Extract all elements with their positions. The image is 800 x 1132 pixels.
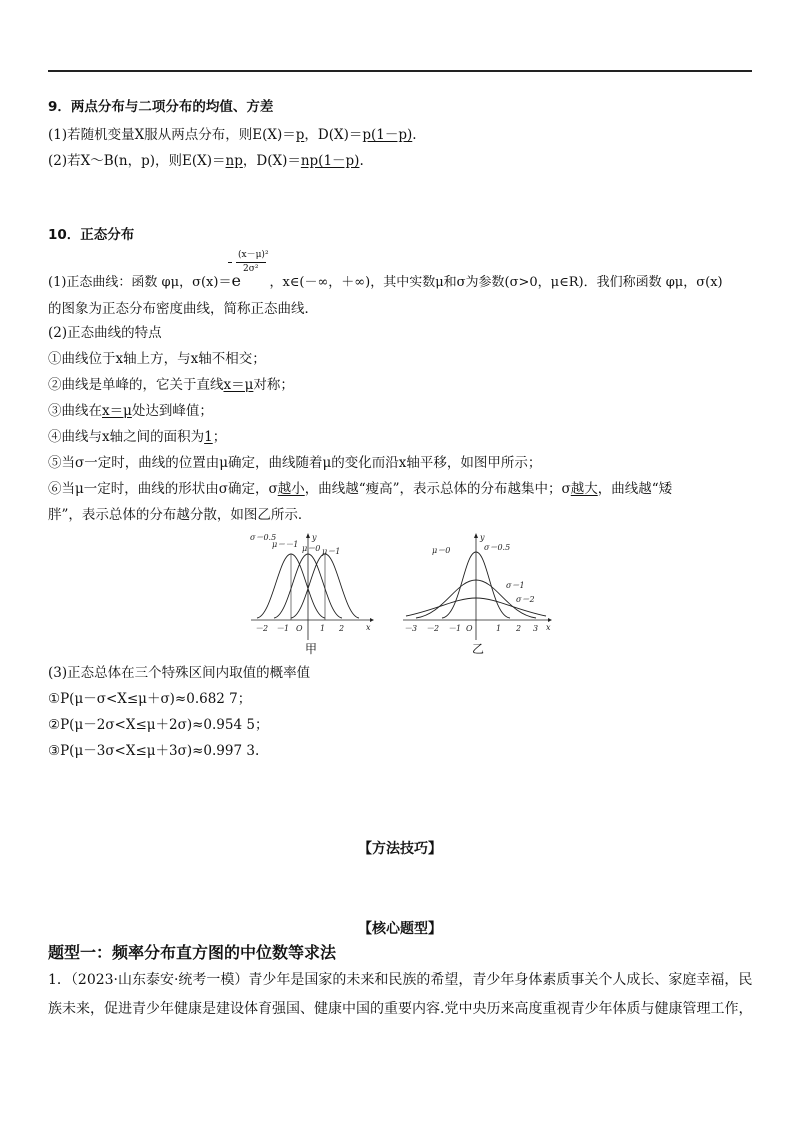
normal-curve-definition	[48, 272, 723, 292]
x-axis-label: x	[366, 623, 371, 632]
answer-blank: x＝μ	[223, 377, 254, 393]
answer-blank: p	[295, 127, 305, 143]
probability-title: (3)正态总体在三个特殊区间内取值的概率值	[48, 665, 311, 681]
y-axis-arrow-icon	[474, 533, 478, 538]
label-sigma-0-5: σ＝0.5	[484, 543, 511, 552]
figure-a-graph	[246, 530, 376, 640]
figure-b-caption: 乙	[472, 642, 485, 656]
label-mu-0: μ＝0	[302, 544, 321, 553]
tick-minus-1: －1	[448, 624, 462, 633]
answer-blank: 1	[204, 429, 213, 445]
tick-origin: O	[296, 624, 303, 633]
text: .	[359, 153, 364, 169]
figure-a-caption: 甲	[305, 642, 318, 656]
text: .	[412, 127, 417, 143]
feature-6	[48, 480, 672, 498]
section-9-line-2	[48, 152, 364, 170]
x-axis-label: x	[546, 623, 551, 632]
x-axis-arrow-icon	[548, 618, 552, 622]
text: (2)若X～B(n，p)，则E(X)＝	[48, 153, 226, 169]
text: ，曲线越“瘦高”，表示总体的分布越集中；σ	[304, 481, 571, 497]
question-1-text: 1．（2023·山东泰安·统考一模）青少年是国家的未来和民族的希望，青少年身体素质事关个人成长、家庭幸福，民族未来，促进青少年健康是建设体育强国、健康中国的重要内容.党中央历来高度重视青少年体质与健康管理工作，	[48, 972, 753, 1017]
answer-blank: p(1－p)	[362, 127, 413, 143]
label-sigma-2: σ＝2	[516, 595, 535, 604]
text: ，D(X)＝	[304, 127, 363, 143]
tick-minus-1: －1	[276, 624, 290, 633]
exponent-denominator: 2σ²	[243, 264, 259, 274]
text: 对称；	[253, 377, 294, 393]
exponent-numerator: (x－μ)²	[238, 250, 269, 260]
tick-3: 3	[533, 624, 539, 633]
core-title: 【核心题型】	[358, 921, 442, 937]
feature-2	[48, 376, 294, 394]
text: ，x∈(－∞，＋∞)，其中实数μ和σ为参数(σ>0，μ∈R)．我们称函数 φμ，σ(x)	[269, 275, 723, 290]
x-axis-arrow-icon	[370, 618, 374, 622]
answer-blank: 越大	[570, 481, 598, 497]
section-10-title: 10．正态分布	[48, 227, 135, 243]
question-type-title: 题型一：频率分布直方图的中位数等求法	[48, 943, 337, 962]
feature-3	[48, 402, 213, 420]
answer-blank: np(1－p)	[300, 153, 360, 169]
probability-3: ③P(μ－3σ<X≤μ＋3σ)≈0.997 3.	[48, 743, 260, 759]
features-title: (2)正态曲线的特点	[48, 325, 162, 341]
label-sigma-1: σ＝1	[506, 581, 525, 590]
tick-minus-2: －2	[255, 624, 269, 633]
figure-b-graph	[398, 530, 558, 640]
text: ，曲线越“矮	[597, 481, 673, 497]
figure-a	[246, 530, 376, 640]
euler-e: e	[231, 271, 241, 290]
section-9-line-1	[48, 126, 417, 144]
feature-5: ⑤当σ一定时，曲线的位置由μ确定，曲线随着μ的变化而沿x轴平移，如图甲所示；	[48, 455, 542, 471]
exponent-formula	[231, 272, 269, 292]
text: ③曲线在	[48, 403, 102, 419]
probability-2: ②P(μ－2σ<X≤μ＋2σ)≈0.954 5；	[48, 717, 269, 733]
label-sigma: σ＝0.5	[250, 533, 277, 542]
tick-minus-2: －2	[426, 624, 440, 633]
label-mu-1: μ＝1	[322, 547, 341, 556]
label-mu: μ＝0	[432, 546, 451, 555]
feature-6-line-2: 胖”，表示总体的分布越分散，如图乙所示．	[48, 507, 312, 523]
y-axis-label: y	[312, 533, 317, 542]
tick-1: 1	[496, 624, 502, 633]
text: ②曲线是单峰的，它关于直线	[48, 377, 224, 393]
answer-blank: np	[225, 153, 243, 169]
definition-line-2: 的图象为正态分布密度曲线，简称正态曲线．	[48, 301, 318, 317]
label-mu-minus-1: μ＝－1	[272, 540, 299, 549]
y-axis-label: y	[480, 533, 485, 542]
answer-blank: 越小	[277, 481, 305, 497]
tick-2: 2	[516, 624, 522, 633]
feature-4	[48, 428, 226, 446]
feature-1: ①曲线位于x轴上方，与x轴不相交；	[48, 351, 266, 367]
exponent-minus	[228, 262, 232, 263]
top-rule	[48, 70, 752, 72]
text: ④曲线与x轴之间的面积为	[48, 429, 205, 445]
exponent-fraction-bar	[236, 262, 266, 263]
tick-2: 2	[339, 624, 345, 633]
text: (1)正态曲线：函数 φμ，σ(x)＝	[48, 275, 232, 290]
answer-blank: x＝μ	[102, 403, 132, 419]
section-9-title: 9．两点分布与二项分布的均值、方差	[48, 99, 274, 115]
figure-b	[398, 530, 558, 640]
probability-1: ①P(μ－σ<X≤μ＋σ)≈0.682 7；	[48, 691, 252, 707]
tick-1: 1	[320, 624, 326, 633]
y-axis-arrow-icon	[306, 533, 310, 538]
method-title: 【方法技巧】	[358, 841, 442, 857]
tick-origin: O	[466, 624, 473, 633]
text: ，D(X)＝	[242, 153, 301, 169]
text: ⑥当μ一定时，曲线的形状由σ确定，σ	[48, 481, 278, 497]
text: ；	[212, 429, 227, 445]
tick-minus-3: －3	[404, 624, 418, 633]
text: 处达到峰值；	[131, 403, 213, 419]
text: (1)若随机变量X服从两点分布，则E(X)＝	[48, 127, 296, 143]
